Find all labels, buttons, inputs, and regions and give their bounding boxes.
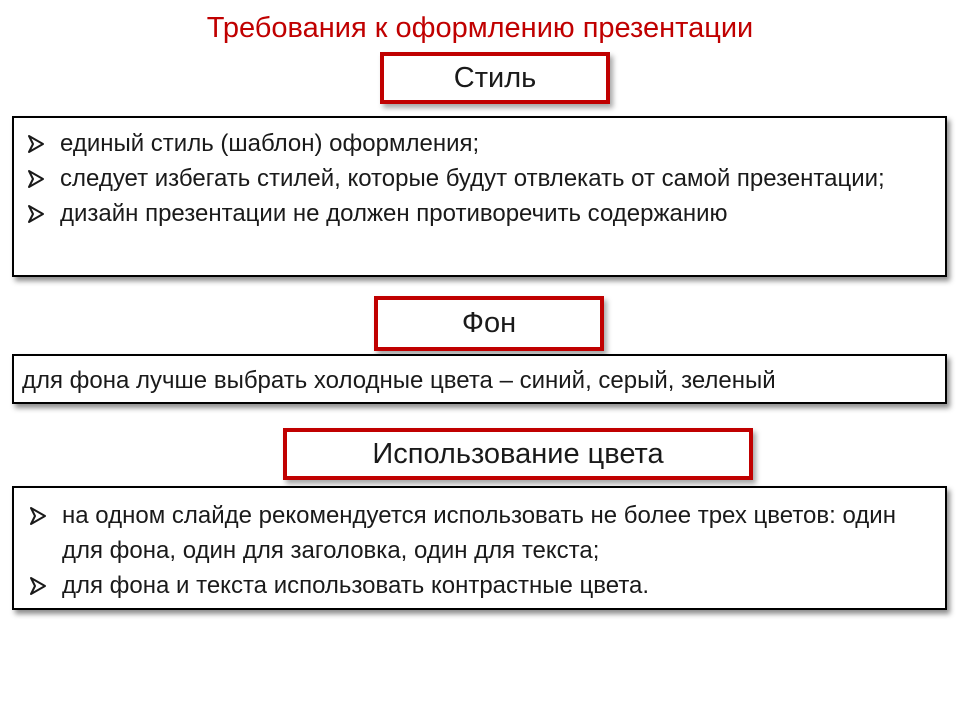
bullet-item: [24, 568, 931, 603]
arrow-bullet-icon: [26, 196, 56, 231]
section-label-color-usage: Использование цвета: [283, 428, 753, 480]
bullet-item: [22, 126, 933, 161]
color-usage-content-box: [12, 486, 947, 610]
slide-title: Требования к оформлению презентации: [206, 12, 754, 44]
style-content-box: [12, 116, 947, 277]
bullet-text: дизайн презентации не должен противоречить содержанию: [60, 200, 728, 227]
bullet-text: на одном слайде рекомендуется использовать не более трех цветов: один для фона, один для заголовка, один для текста;: [62, 502, 896, 564]
bullet-text: следует избегать стилей, которые будут отвлекать от самой презентации;: [60, 165, 885, 192]
section-label-background: Фон: [374, 296, 604, 351]
style-bullet-list: [22, 126, 933, 231]
bullet-item: [22, 196, 933, 231]
arrow-bullet-icon: [26, 161, 56, 196]
background-content-box: [12, 354, 947, 404]
arrow-bullet-icon: [26, 126, 56, 161]
background-text: для фона лучше выбрать холодные цвета – синий, серый, зеленый: [22, 367, 776, 394]
bullet-item: [22, 161, 933, 196]
bullet-item: [24, 498, 931, 568]
bullet-text: для фона и текста использовать контрастные цвета.: [62, 572, 650, 599]
section-label-style: Стиль: [380, 52, 610, 104]
bullet-text: единый стиль (шаблон) оформления;: [60, 130, 480, 157]
arrow-bullet-icon: [28, 498, 58, 533]
arrow-bullet-icon: [28, 568, 58, 603]
color-bullet-list: [24, 498, 931, 603]
